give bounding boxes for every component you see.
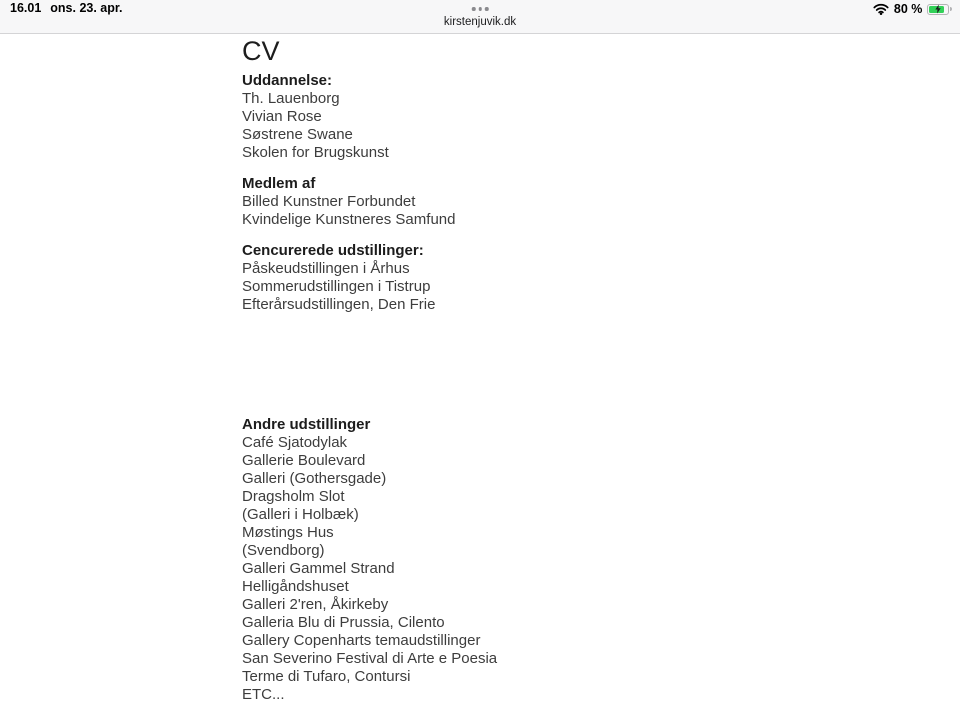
cv-line: Sommerudstillingen i Tistrup xyxy=(242,278,431,295)
cv-line: (Svendborg) xyxy=(242,542,325,559)
cv-line: (Galleri i Holbæk) xyxy=(242,506,359,523)
cv-line: Helligåndshuset xyxy=(242,578,349,595)
battery-icon xyxy=(927,4,952,15)
date: ons. 23. apr. xyxy=(50,1,123,15)
status-left xyxy=(10,1,123,15)
wifi-icon xyxy=(873,3,889,15)
cv-page xyxy=(0,34,960,704)
section-heading: Cencurerede udstillinger: xyxy=(242,242,424,259)
cv-line: Gallery Copenharts temaudstillinger xyxy=(242,632,481,649)
charging-bolt-icon xyxy=(935,5,942,14)
page-title: CV xyxy=(242,36,280,66)
cv-line: Påskeudstillingen i Århus xyxy=(242,260,410,277)
dot-icon xyxy=(472,7,476,11)
cv-line: Terme di Tufaro, Contursi xyxy=(242,668,411,685)
battery-percent: 80 % xyxy=(893,2,923,16)
cv-line: Galleri 2'ren, Åkirkeby xyxy=(242,596,389,613)
cv-section xyxy=(242,416,960,704)
cv-line: Gallerie Boulevard xyxy=(242,452,366,469)
cv-line: Vivian Rose xyxy=(242,108,322,125)
cv-line: Kvindelige Kunstneres Samfund xyxy=(242,211,456,228)
section-heading: Andre udstillinger xyxy=(242,416,371,433)
cv-line: Galleri (Gothersgade) xyxy=(242,470,387,487)
battery-cap xyxy=(950,7,952,11)
cv-section xyxy=(242,72,960,162)
dot-icon xyxy=(485,7,489,11)
cv-line: Dragsholm Slot xyxy=(242,488,345,505)
cv-line: ETC... xyxy=(242,686,285,703)
cv-line: Skolen for Brugskunst xyxy=(242,144,389,161)
clock: 16.01 xyxy=(10,1,42,15)
cv-section xyxy=(242,242,960,314)
status-bar xyxy=(0,0,960,34)
cv-line: Galleria Blu di Prussia, Cilento xyxy=(242,614,445,631)
cv-line: Galleri Gammel Strand xyxy=(242,560,395,577)
cv-line: Møstings Hus xyxy=(242,524,334,541)
cv-line: Søstrene Swane xyxy=(242,126,353,143)
cv-sections xyxy=(242,72,960,704)
cv-line: Billed Kunstner Forbundet xyxy=(242,193,416,210)
cv-section xyxy=(242,175,960,229)
page-menu-button[interactable] xyxy=(470,5,491,13)
dot-icon xyxy=(478,7,482,11)
status-right xyxy=(873,2,952,16)
section-heading: Medlem af xyxy=(242,175,316,192)
cv-line: Th. Lauenborg xyxy=(242,90,340,107)
cv-line: Efterårsudstillingen, Den Frie xyxy=(242,296,436,313)
address-domain[interactable]: kirstenjuvik.dk xyxy=(443,16,517,28)
cv-line: Café Sjatodylak xyxy=(242,434,348,451)
section-heading: Uddannelse: xyxy=(242,72,333,89)
cv-line: San Severino Festival di Arte e Poesia xyxy=(242,650,498,667)
